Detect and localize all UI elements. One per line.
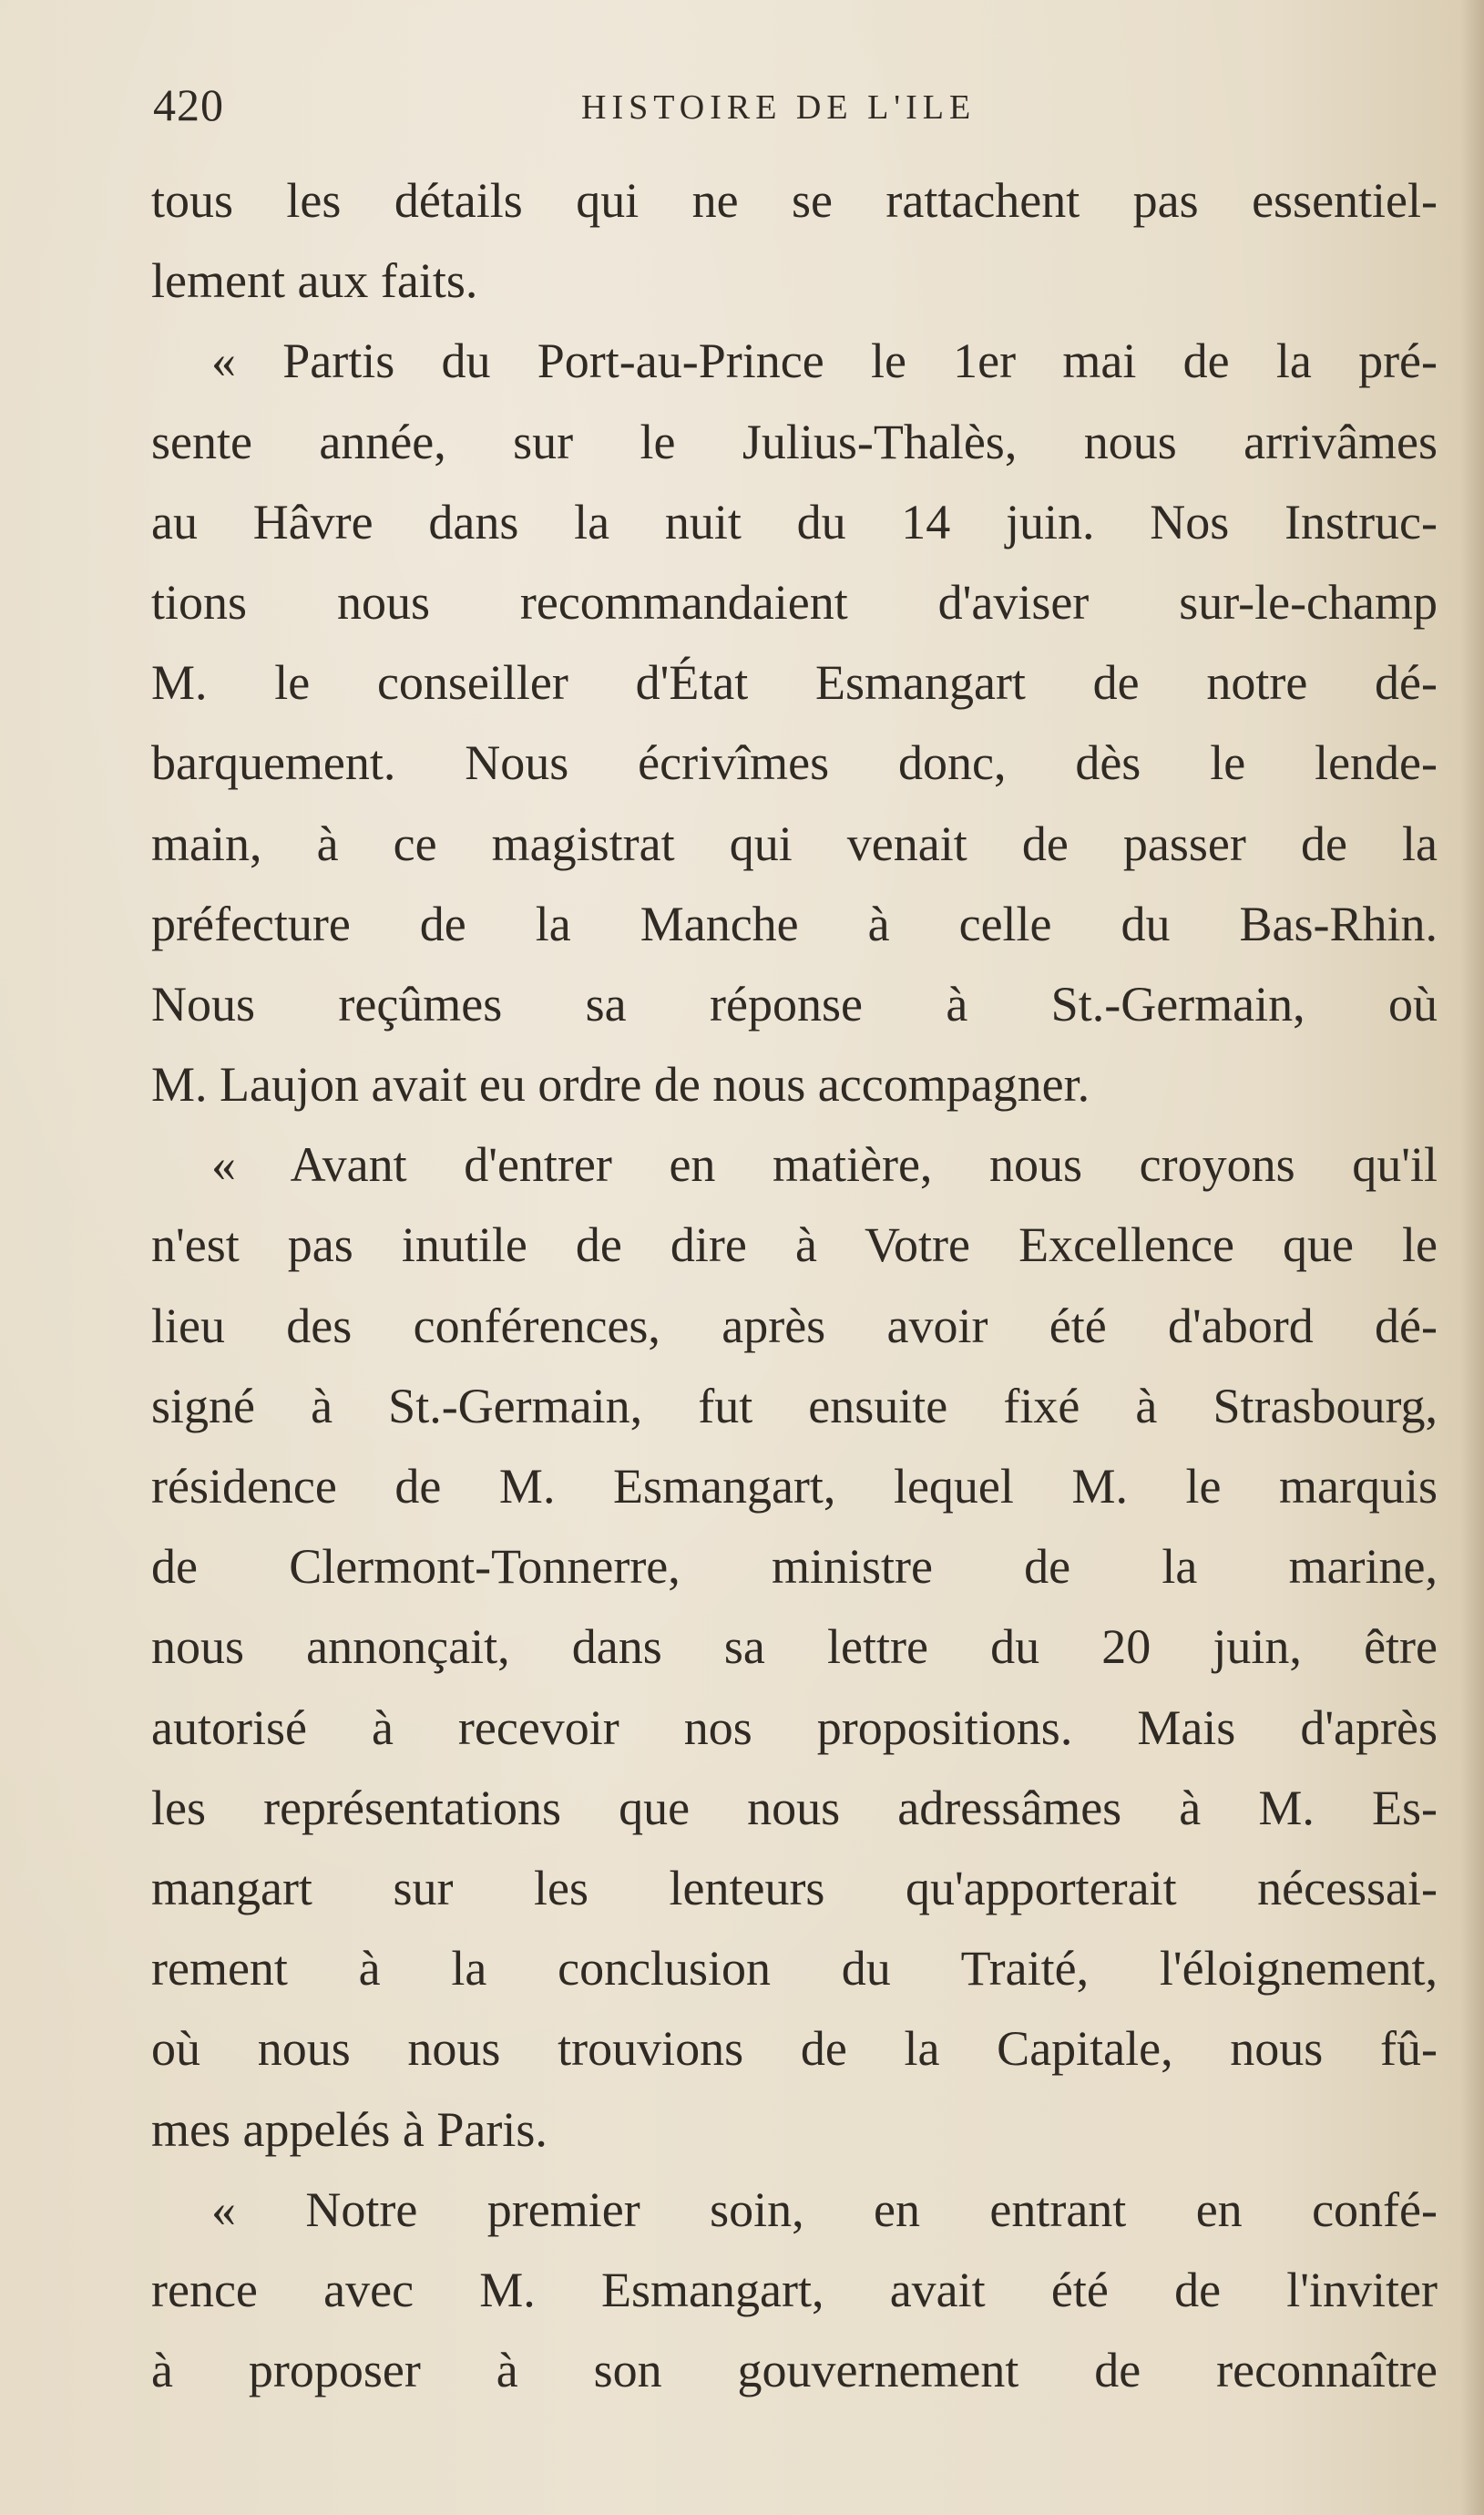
running-title: HISTOIRE DE L'ILE <box>581 88 977 127</box>
text-line: n'est pas inutile de dire à Votre Excellence que le <box>151 1217 1438 1273</box>
text-line: rement à la conclusion du Traité, l'éloignement, <box>151 1941 1438 1997</box>
text-line: signé à St.-Germain, fut ensuite fixé à Strasbourg, <box>151 1378 1438 1433</box>
body-text <box>151 160 1438 2410</box>
page-number: 420 <box>153 79 224 130</box>
text-line: tions nous recommandaient d'aviser sur-le-champ <box>151 574 1438 630</box>
text-line: « Notre premier soin, en entrant en confé- <box>211 2181 1438 2237</box>
page-gutter-shadow <box>1460 0 1484 2515</box>
text-line: lement aux faits. <box>151 253 478 309</box>
text-line: de Clermont-Tonnerre, ministre de la marine, <box>151 1539 1438 1595</box>
text-line: tous les détails qui ne se rattachent pas essentiel- <box>151 173 1438 228</box>
text-line: M. le conseiller d'État Esmangart de notre dé- <box>151 655 1438 711</box>
text-line: M. Laujon avait eu ordre de nous accompagner. <box>151 1057 1090 1113</box>
page-header <box>153 78 1447 142</box>
text-line: « Partis du Port-au-Prince le 1er mai de la pré- <box>211 334 1438 389</box>
text-line: résidence de M. Esmangart, lequel M. le marquis <box>151 1459 1438 1514</box>
text-line: au Hâvre dans la nuit du 14 juin. Nos Instruc- <box>151 494 1438 549</box>
text-line: main, à ce magistrat qui venait de passer de la <box>151 816 1438 871</box>
text-line: lieu des conférences, après avoir été d'abord dé- <box>151 1298 1438 1353</box>
text-line: mes appelés à Paris. <box>151 2101 548 2157</box>
text-line: « Avant d'entrer en matière, nous croyons qu'il <box>211 1137 1438 1193</box>
text-line: Nous reçûmes sa réponse à St.-Germain, où <box>151 976 1438 1032</box>
text-line: nous annonçait, dans sa lettre du 20 juin, être <box>151 1619 1438 1675</box>
text-line: où nous nous trouvions de la Capitale, nous fû- <box>151 2021 1438 2077</box>
text-line: mangart sur les lenteurs qu'apporterait nécessai- <box>151 1860 1438 1915</box>
text-line: à proposer à son gouvernement de reconnaître <box>151 2343 1438 2398</box>
text-line: autorisé à recevoir nos propositions. Mais d'après <box>151 1699 1438 1755</box>
text-line: préfecture de la Manche à celle du Bas-Rhin. <box>151 896 1438 951</box>
text-line: les représentations que nous adressâmes à M. Es- <box>151 1780 1438 1835</box>
text-line: rence avec M. Esmangart, avait été de l'inviter <box>151 2262 1438 2317</box>
text-line: sente année, sur le Julius-Thalès, nous arrivâmes <box>151 414 1438 469</box>
text-line: barquement. Nous écrivîmes donc, dès le lende- <box>151 735 1438 791</box>
